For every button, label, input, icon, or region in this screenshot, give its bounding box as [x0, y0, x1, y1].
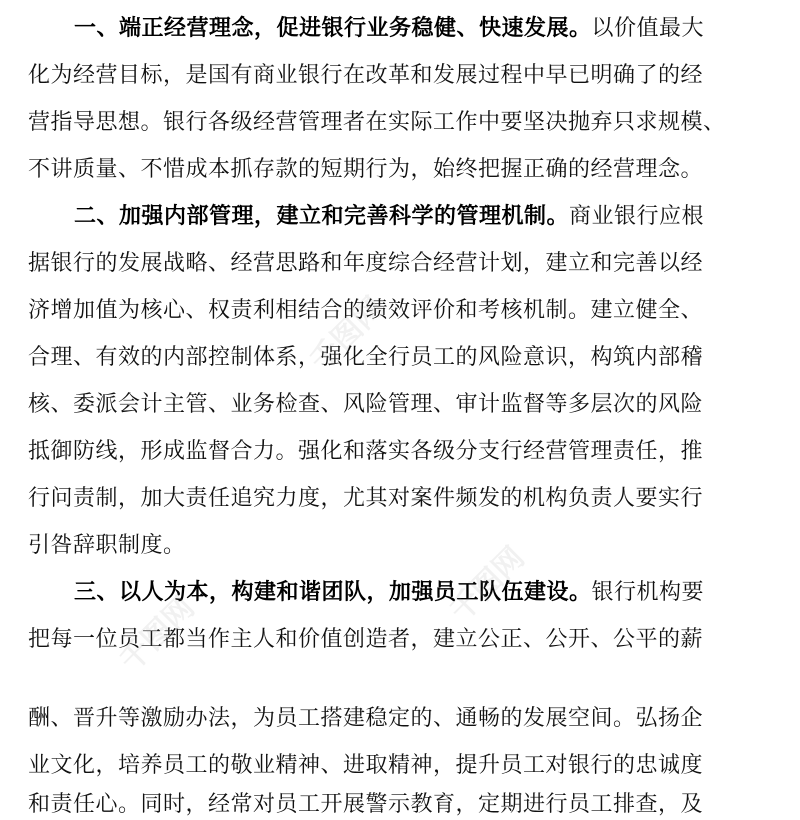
paragraph-2-line-1 — [74, 202, 704, 232]
paragraph-2-line-6: 抵御防线，形成监督合力。强化和落实各级分支行经营管理责任，推 — [28, 439, 704, 464]
paragraph-3-text: 银行机构要 — [591, 580, 705, 605]
paragraph-2-heading: 二、加强内部管理，建立和完善科学的管理机制。 — [74, 204, 570, 229]
paragraph-2-line-8: 引咎辞职制度。 — [28, 533, 186, 558]
watermark-2: 千图网 — [443, 540, 532, 629]
paragraph-2-line-4: 合理、有效的内部控制体系，强化全行员工的风险意识，构筑内部稽 — [28, 345, 704, 370]
paragraph-2-line-7: 行问责制，加大责任追究力度，尤其对案件频发的机构负责人要实行 — [28, 486, 704, 511]
paragraph-3-line-3: 酬、晋升等激励办法，为员工搭建稳定的、通畅的发展空间。弘扬企 — [28, 706, 704, 731]
paragraph-1-heading: 一、端正经营理念，促进银行业务稳健、快速发展。 — [74, 16, 592, 41]
paragraph-3-line-2: 把每一位员工都当作主人和价值创造者，建立公正、公开、公平的薪 — [28, 627, 704, 652]
paragraph-3-line-5: 和责任心。同时，经常对员工开展警示教育，定期进行员工排查，及 — [28, 792, 704, 817]
paragraph-2-line-5: 核、委派会计主管、业务检查、风险管理、审计监督等多层次的风险 — [28, 392, 704, 417]
paragraph-2-line-3: 济增加值为核心、权责利相结合的绩效评价和考核机制。建立健全、 — [28, 298, 704, 323]
paragraph-3-line-1 — [74, 578, 704, 608]
watermark-3: 千图网 — [113, 590, 202, 679]
paragraph-3-heading: 三、以人为本，构建和谐团队，加强员工队伍建设。 — [74, 580, 592, 605]
paragraph-1-line-1 — [74, 14, 704, 44]
paragraph-1-line-2: 化为经营目标，是国有商业银行在改革和发展过程中早已明确了的经 — [28, 63, 704, 88]
paragraph-2-text: 商业银行应根 — [569, 204, 705, 229]
paragraph-2-line-2: 据银行的发展战略、经营思路和年度综合经营计划，建立和完善以经 — [28, 251, 704, 276]
paragraph-1-line-3: 营指导思想。银行各级经营管理者在实际工作中要坚决抛弃只求规模、 — [28, 110, 726, 135]
paragraph-3-line-4: 业文化，培养员工的敬业精神、进取精神，提升员工对银行的忠诚度 — [28, 753, 704, 778]
paragraph-1-text: 以价值最大 — [591, 16, 705, 41]
watermark-1: 千图网 — [303, 290, 392, 379]
paragraph-1-line-4: 不讲质量、不惜成本抓存款的短期行为，始终把握正确的经营理念。 — [28, 157, 704, 182]
